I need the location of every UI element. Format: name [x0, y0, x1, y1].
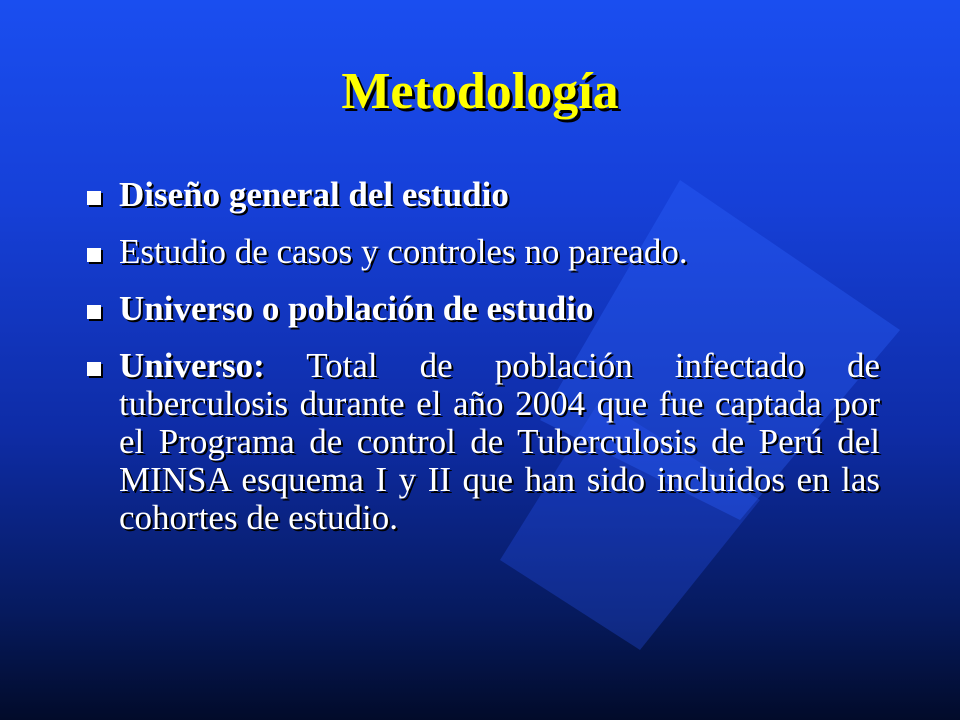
bullet-bold-text: Diseño general del estudio	[119, 175, 509, 214]
bullet-bold-text: Universo o población de estudio	[119, 289, 594, 328]
bullet-item-universe-heading	[85, 290, 880, 328]
bullet-list	[85, 176, 880, 556]
bullet-item-study-type	[85, 233, 880, 271]
square-bullet-icon	[87, 362, 101, 376]
bullet-item-universe-description	[85, 347, 880, 537]
bullet-text: Estudio de casos y controles no pareado.	[119, 232, 688, 271]
slide-title: Metodología	[341, 63, 619, 120]
bullet-bold-label: Universo:	[119, 346, 265, 385]
square-bullet-icon	[87, 305, 101, 319]
square-bullet-icon	[87, 248, 101, 262]
bullet-text: Total de población infectado de tuberculosis durante el año 2004 que fue captada por el Programa de control de Tuberculosis de Perú del MINSA esquema I y II que han sido incluidos en las cohortes de estudio.	[119, 346, 880, 537]
bullet-item-design	[85, 176, 880, 214]
square-bullet-icon	[87, 191, 101, 205]
